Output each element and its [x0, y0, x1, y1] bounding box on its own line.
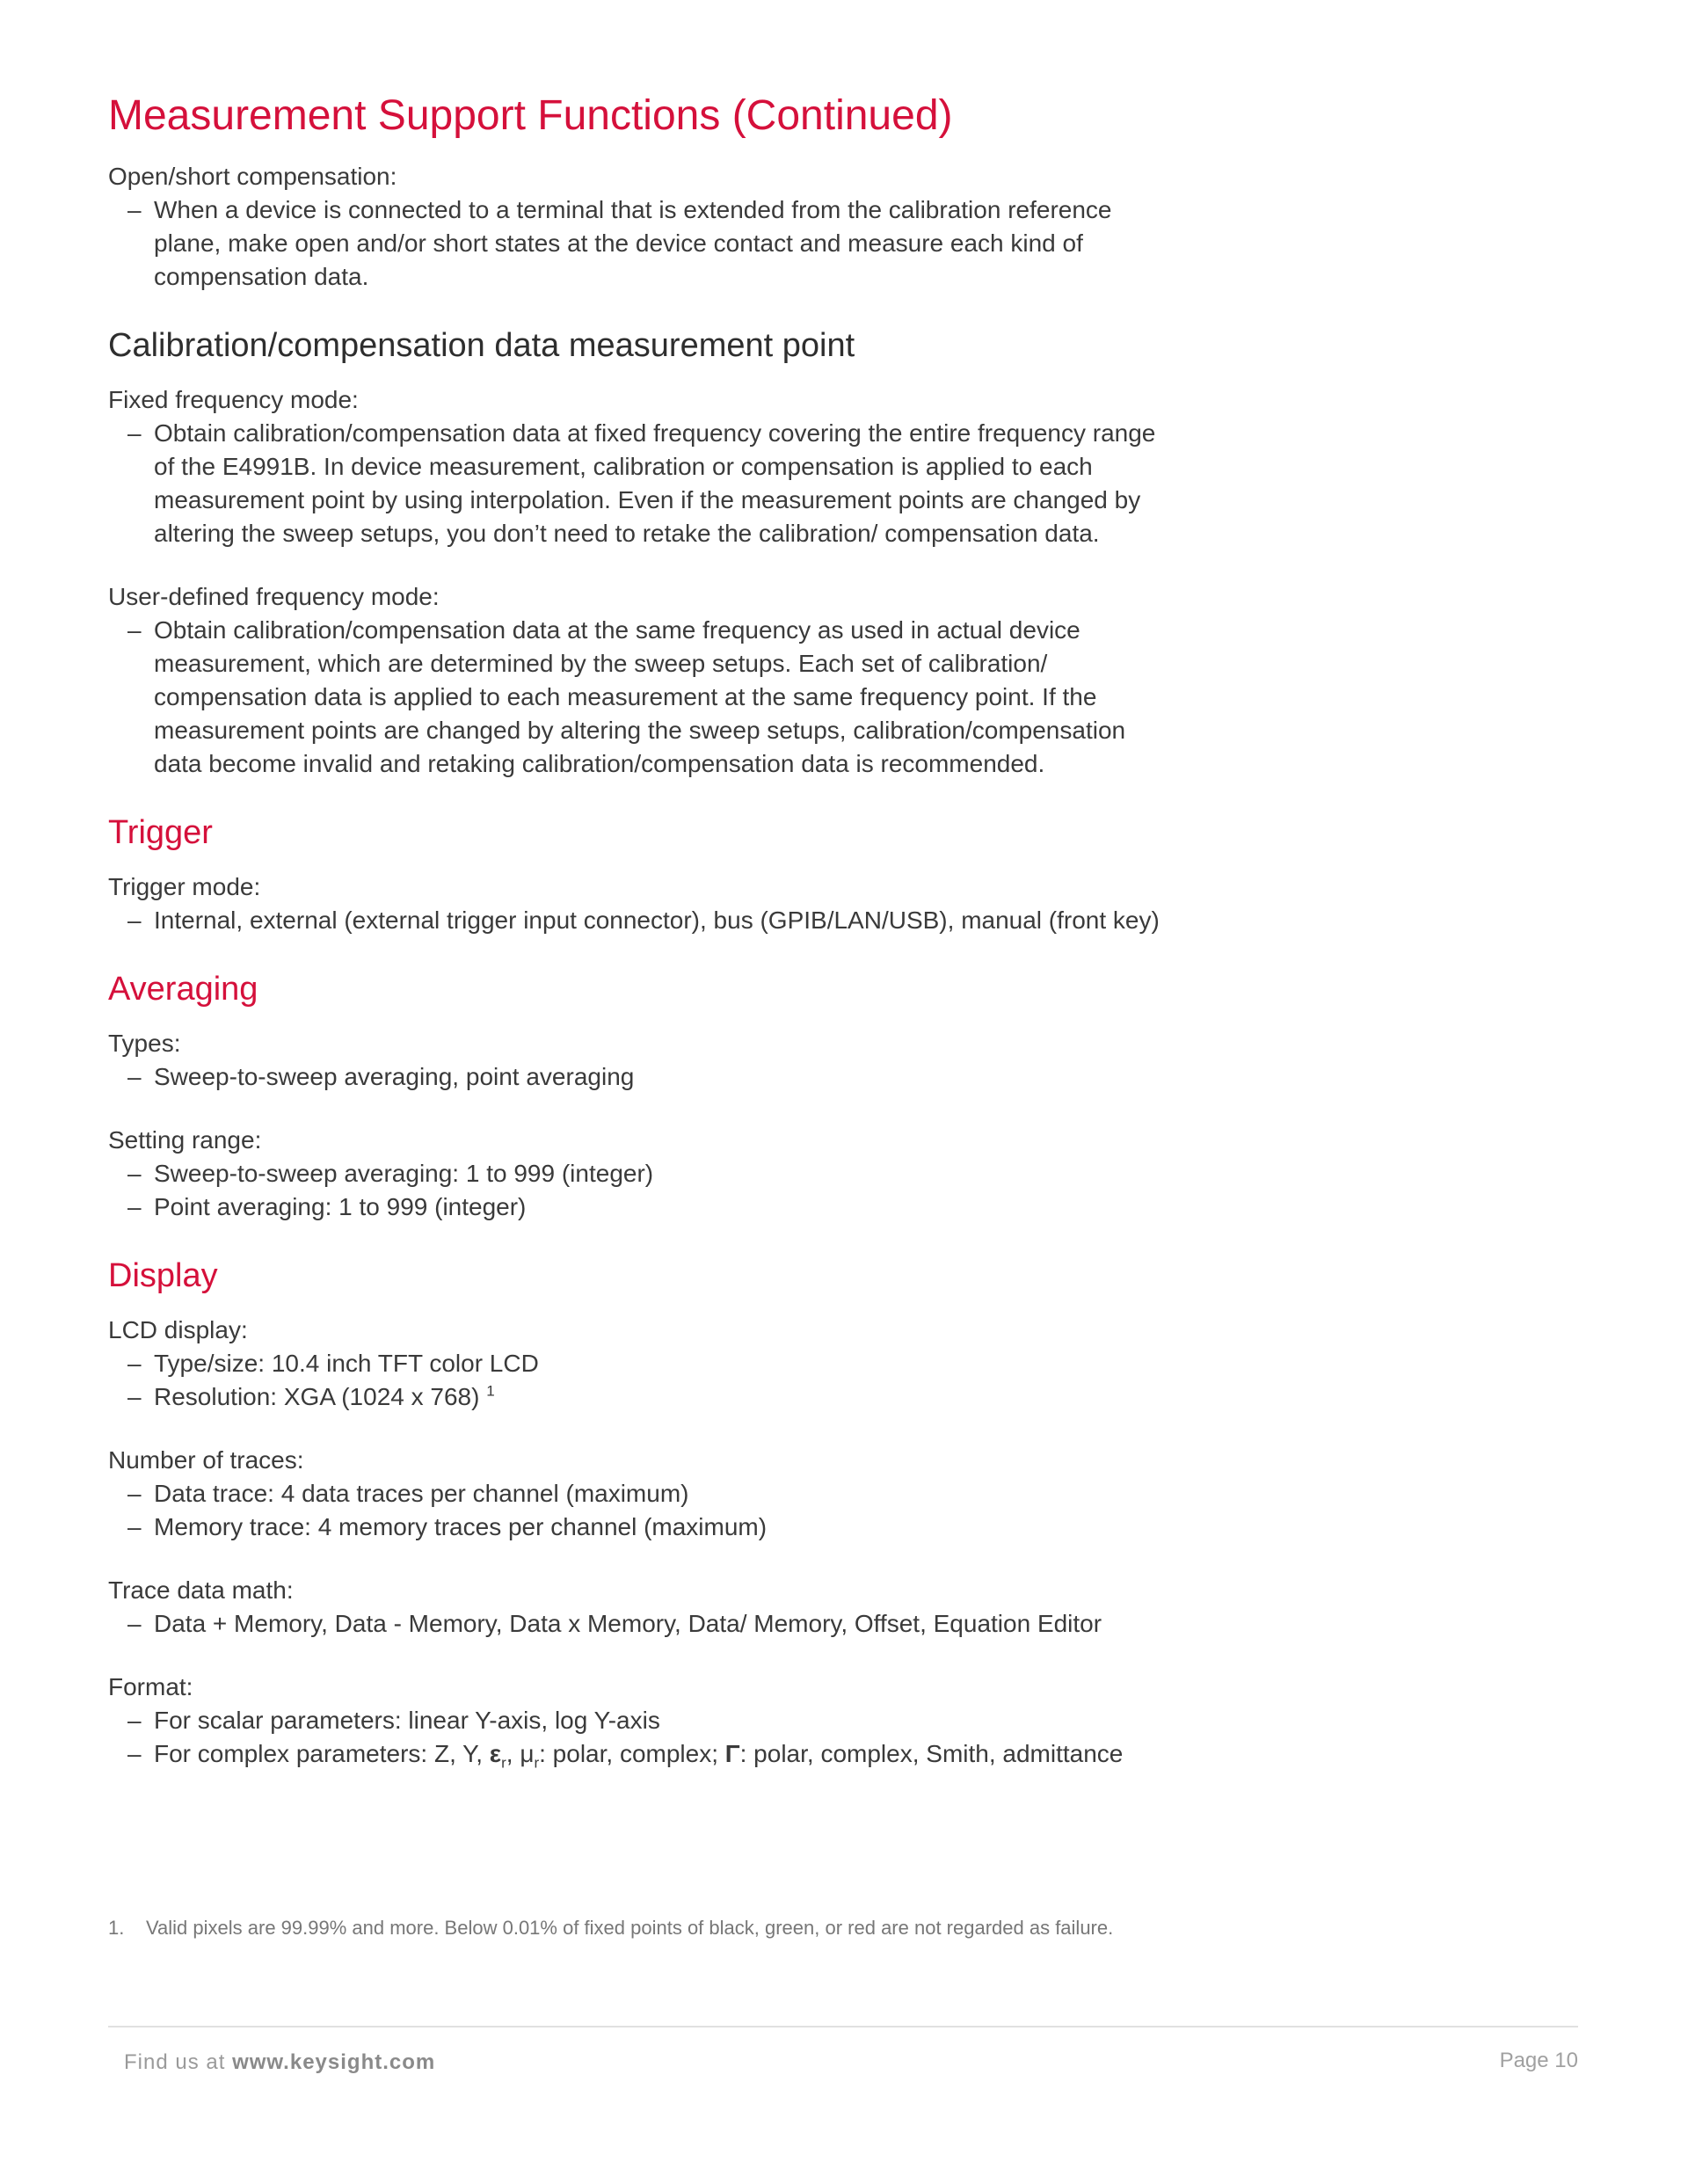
mu-symbol: μ	[520, 1740, 535, 1767]
format-mid: : polar, complex;	[539, 1740, 725, 1767]
format-group	[108, 1671, 1163, 1771]
format-list	[108, 1704, 1163, 1771]
averaging-range-group	[108, 1124, 1163, 1224]
footer-url-link[interactable]: www.keysight.com	[232, 2050, 436, 2074]
averaging-range-label: Setting range:	[108, 1126, 262, 1154]
open-short-group	[108, 160, 1163, 294]
format-comma: ,	[506, 1740, 520, 1767]
list-item: – For scalar parameters: linear Y-axis, log Y-axis	[108, 1704, 1163, 1737]
list-item: – Internal, external (external trigger input connector), bus (GPIB/LAN/USB), manual (front key)	[108, 904, 1163, 937]
footnote	[108, 1915, 1166, 1940]
trace-math-list	[108, 1607, 1163, 1641]
traces-label: Number of traces:	[108, 1446, 304, 1474]
footer-find-prefix: Find us at	[124, 2050, 233, 2074]
list-item: – Data + Memory, Data - Memory, Data x Memory, Data/ Memory, Offset, Equation Editor	[108, 1607, 1163, 1641]
trace-math-label: Trace data math:	[108, 1576, 294, 1604]
subscript-r: r	[534, 1754, 540, 1772]
resolution-text: Resolution: XGA (1024 x 768)	[154, 1383, 480, 1410]
page-title: Measurement Support Functions (Continued)	[108, 92, 953, 139]
open-short-label: Open/short compensation:	[108, 163, 397, 190]
calibration-section-heading: Calibration/compensation data measurement point	[108, 327, 855, 364]
averaging-types-label: Types:	[108, 1030, 181, 1057]
footnote-text: Valid pixels are 99.99% and more. Below 0.01% of fixed points of black, green, or red are not regarded as failure.	[146, 1917, 1114, 1939]
display-heading: Display	[108, 1257, 218, 1294]
averaging-types-list	[108, 1060, 1163, 1094]
list-item: – Type/size: 10.4 inch TFT color LCD	[108, 1347, 1163, 1380]
footer-divider	[108, 2026, 1578, 2027]
list-item: – Data trace: 4 data traces per channel (maximum)	[108, 1477, 1163, 1511]
page-number: Page 10	[1499, 2049, 1578, 2072]
lcd-label: LCD display:	[108, 1316, 248, 1343]
format-suffix: : polar, complex, Smith, admittance	[739, 1740, 1124, 1767]
footnote-marker: 1	[486, 1382, 495, 1400]
lcd-list	[108, 1347, 1163, 1414]
list-item	[108, 1380, 1163, 1414]
traces-list	[108, 1477, 1163, 1544]
trigger-mode-label: Trigger mode:	[108, 873, 261, 900]
fixed-frequency-list	[108, 417, 1163, 550]
user-frequency-label: User-defined frequency mode:	[108, 583, 440, 610]
user-frequency-list	[108, 614, 1163, 781]
subscript-r: r	[501, 1754, 506, 1772]
fixed-frequency-group	[108, 383, 1163, 550]
gamma-symbol: Γ	[724, 1740, 740, 1767]
list-item	[108, 1737, 1163, 1771]
list-item: – Obtain calibration/compensation data at the same frequency as used in actual device measurement, which are determined by the sweep setups. Each set of calibration/ compensation data is applied to each measurement at the same frequency point. If the measurement points are changed by altering the sweep setups, calibration/compensation data become invalid and retaking calibration/compensation data is recommended.	[108, 614, 1163, 781]
format-label: Format:	[108, 1673, 193, 1700]
list-item: – When a device is connected to a terminal that is extended from the calibration reference plane, make open and/or short states at the device contact and measure each kind of compensation data.	[108, 193, 1163, 294]
trigger-heading: Trigger	[108, 814, 213, 851]
trigger-list	[108, 904, 1163, 937]
format-prefix: For complex parameters: Z, Y,	[154, 1740, 490, 1767]
trigger-group	[108, 870, 1163, 937]
list-item: – Memory trace: 4 memory traces per channel (maximum)	[108, 1511, 1163, 1544]
traces-group	[108, 1444, 1163, 1544]
averaging-heading: Averaging	[108, 971, 258, 1008]
user-frequency-group	[108, 580, 1163, 781]
averaging-types-group	[108, 1027, 1163, 1094]
list-item: – Sweep-to-sweep averaging: 1 to 999 (integer)	[108, 1157, 1163, 1190]
fixed-frequency-label: Fixed frequency mode:	[108, 386, 359, 413]
epsilon-symbol: ε	[489, 1740, 502, 1767]
footnote-number: 1.	[108, 1917, 125, 1939]
list-item: – Obtain calibration/compensation data at fixed frequency covering the entire frequency range of the E4991B. In device measurement, calibration or compensation is applied to each measurement point by using interpolation. Even if the measurement points are changed by altering the sweep setups, you don’t need to retake the calibration/ compensation data.	[108, 417, 1163, 550]
lcd-group	[108, 1314, 1163, 1414]
list-item: – Point averaging: 1 to 999 (integer)	[108, 1190, 1163, 1224]
averaging-range-list	[108, 1157, 1163, 1224]
footer-find-us	[124, 2049, 435, 2077]
open-short-list	[108, 193, 1163, 294]
main-content	[108, 88, 1163, 1771]
list-item: – Sweep-to-sweep averaging, point averaging	[108, 1060, 1163, 1094]
trace-math-group	[108, 1574, 1163, 1641]
